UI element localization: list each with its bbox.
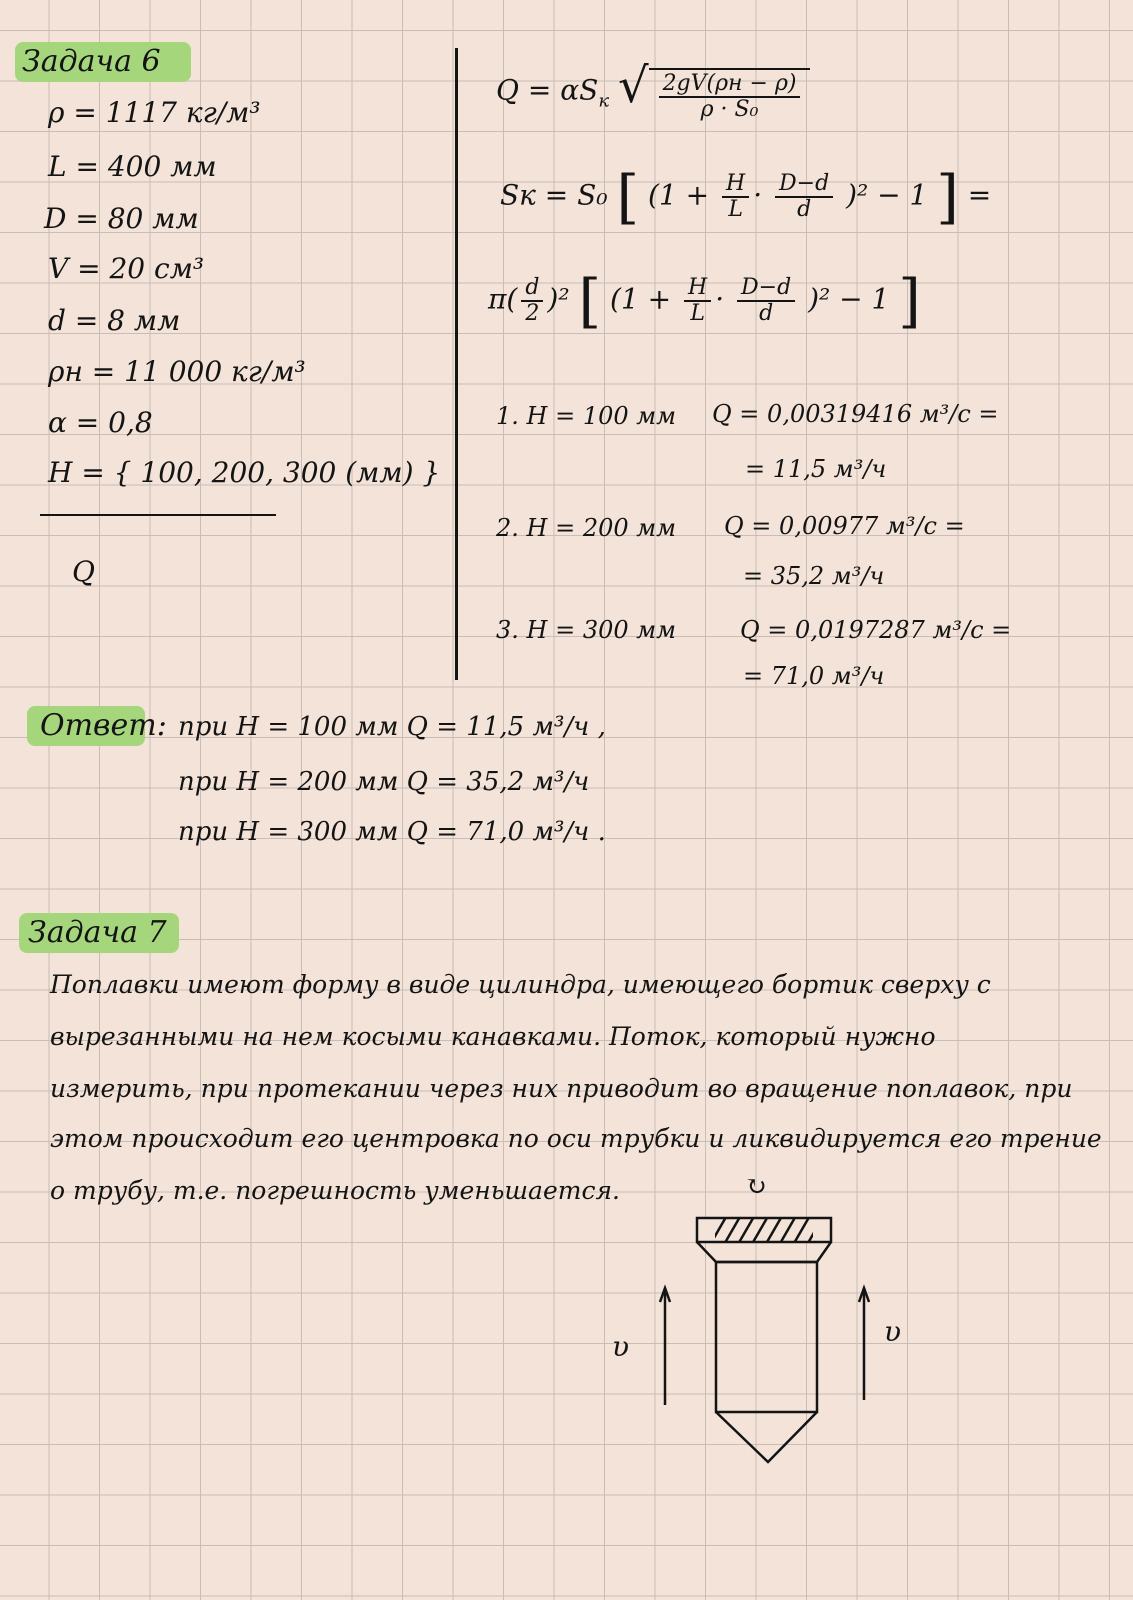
formula-s0-f2-num: D−d: [737, 276, 795, 302]
formula-q-lhs: Q = αS: [496, 73, 599, 107]
case-1-label: 1. H = 100 мм: [496, 402, 677, 430]
given-density: ρ = 1117 кг/м³: [48, 96, 261, 129]
formula-sk-f2-num: D−d: [775, 172, 833, 198]
given-length: L = 400 мм: [48, 150, 217, 183]
answer-line-3: при H = 300 мм Q = 71,0 м³/ч .: [178, 817, 606, 847]
formula-s0-f1-den: L: [690, 301, 705, 327]
float-neck: [697, 1242, 831, 1262]
float-cylinder: [716, 1262, 817, 1412]
formula-sk-f1-num: H: [722, 172, 749, 198]
task7-line-3: измерить, при протекании через них приводит во вращение поплавок, при: [50, 1074, 1073, 1103]
float-cone: [716, 1412, 817, 1462]
case-1-q2: = 11,5 м³/ч: [745, 455, 887, 483]
case-3-label: 3. H = 300 мм: [496, 616, 677, 644]
formula-sk-eq: =: [967, 178, 992, 212]
formula-s0-tail: )² − 1: [808, 282, 890, 316]
formula-sk-f1-den: L: [728, 197, 743, 223]
flow-label-right: υ: [884, 1315, 902, 1348]
case-3-q: Q = 0,0197287 м³/с =: [740, 616, 1012, 644]
float-body: [660, 1218, 869, 1462]
formula-s0-inner: (1 +: [610, 282, 672, 316]
formula-sk: Sк = S₀ [ (1 + $\frac{H}{L}$ · $\frac{D-d}{d}$ )² − 1 ] =: [500, 162, 992, 231]
formula-s0-expanded: π( $\frac{d}{2}$ )² [ (1 + $\frac{H}{L}$ · $\frac{D-d}{d}$ )² − 1 ]: [488, 266, 921, 335]
answer-line-1: при H = 100 мм Q = 11,5 м³/ч ,: [178, 712, 606, 742]
given-diameter: D = 80 мм: [44, 202, 199, 235]
formula-s0-num: d: [521, 276, 543, 302]
answer-label: Ответ:: [40, 708, 167, 743]
formula-s0-den: 2: [525, 301, 540, 327]
given-volume: V = 20 см³: [48, 252, 205, 285]
formula-sk-tail: )² − 1: [846, 178, 928, 212]
task7-line-4: этом происходит его центровка по оси трубки и ликвидируется его трение: [50, 1124, 1102, 1153]
formula-sk-f2-den: d: [797, 197, 812, 223]
case-3-q2: = 71,0 м³/ч: [743, 662, 885, 690]
given-small-diameter: d = 8 мм: [48, 304, 181, 337]
formula-sk-inner: (1 +: [648, 178, 710, 212]
case-2-q2: = 35,2 м³/ч: [743, 562, 885, 590]
given-float-density: ρн = 11 000 кг/м³: [48, 355, 306, 388]
rotation-icon: ↻: [745, 1172, 767, 1202]
unknown-q: Q: [72, 555, 95, 588]
answer-line-2: при H = 200 мм Q = 35,2 м³/ч: [178, 767, 590, 797]
formula-s0-f1-num: H: [684, 276, 711, 302]
formula-q-num: 2gV(ρн − ρ): [659, 72, 801, 98]
case-2-q: Q = 0,00977 м³/с =: [724, 512, 965, 540]
sqrt: √ $\frac{2gV(\rho н - \rho)}{\text{ρ · S₀}}$: [618, 62, 811, 122]
formula-sk-lhs: Sк = S₀: [500, 178, 608, 212]
formula-s0-rhs: )²: [547, 282, 570, 316]
formula-q-sub: к: [598, 90, 610, 112]
task7-line-5: о трубу, т.е. погрешность уменьшается.: [50, 1176, 620, 1205]
given-alpha: α = 0,8: [48, 406, 153, 439]
case-2-label: 2. H = 200 мм: [496, 514, 677, 542]
formula-s0-f2-den: d: [759, 301, 774, 327]
formula-q-den: ρ · S₀: [700, 97, 759, 123]
given-heights: H = { 100, 200, 300 (мм) }: [48, 456, 441, 489]
task6-title: Задача 6: [22, 44, 161, 79]
flow-label-left: υ: [612, 1330, 630, 1363]
formula-s0-lhs: π(: [488, 282, 518, 316]
case-1-q: Q = 0,00319416 м³/с =: [712, 400, 999, 428]
task7-line-1: Поплавки имеют форму в виде цилиндра, имеющего бортик сверху с: [50, 970, 991, 999]
float-rim-grooves: [715, 1219, 813, 1241]
task7-line-2: вырезанными на нем косыми канавками. Поток, который нужно: [50, 1022, 936, 1051]
task7-title: Задача 7: [28, 915, 167, 950]
